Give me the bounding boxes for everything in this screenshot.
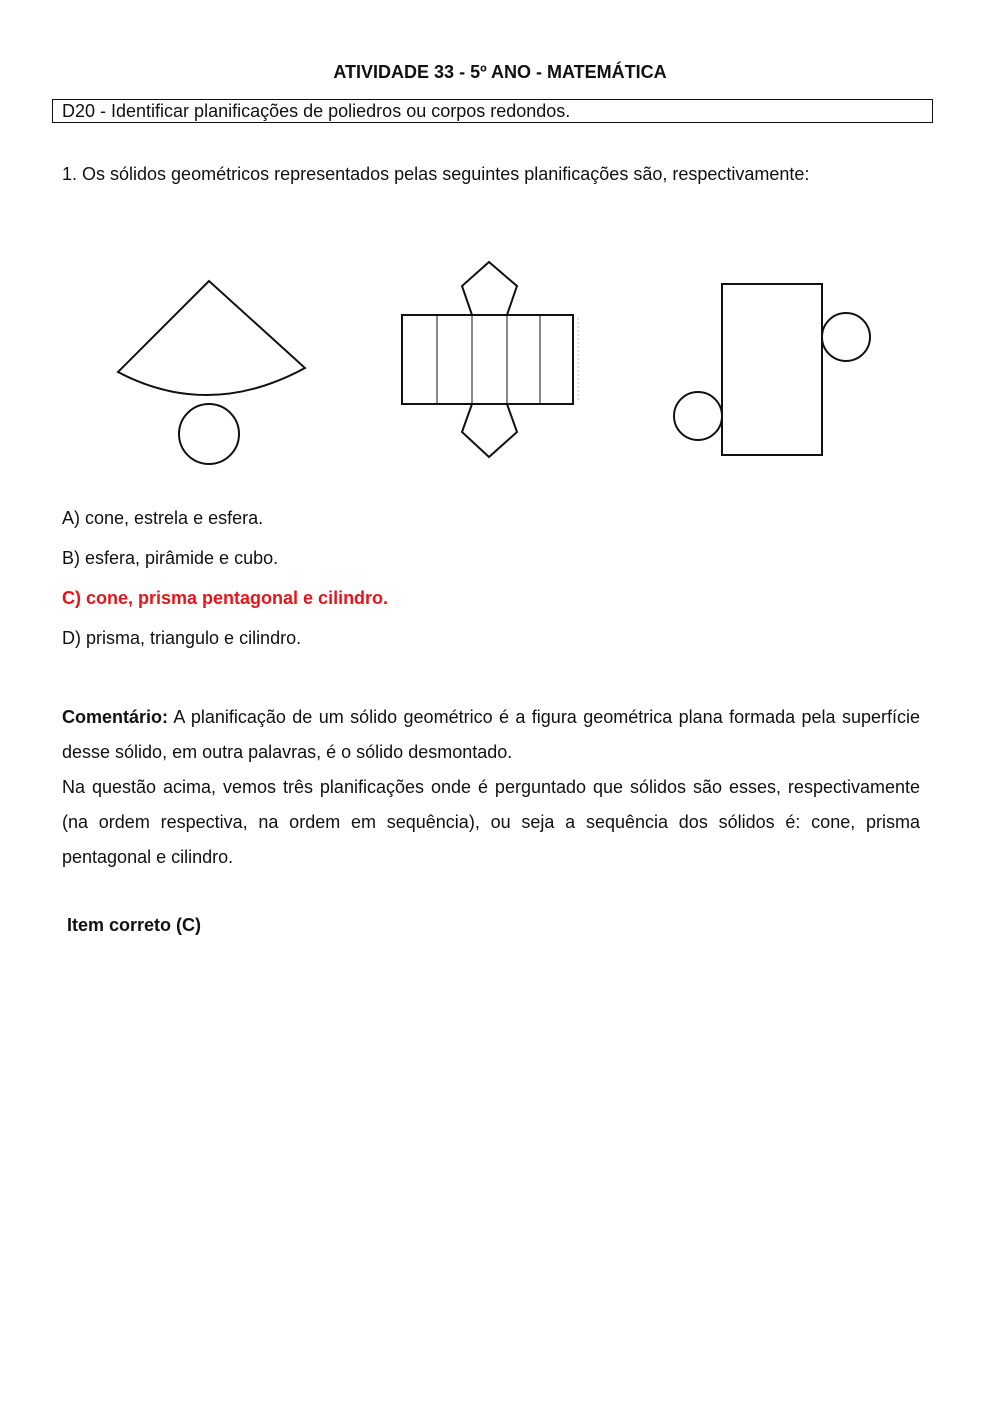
skill-descriptor: D20 - Identificar planificações de poliedros ou corpos redondos. — [52, 99, 933, 123]
comment-section — [62, 700, 920, 875]
comment-paragraph-2: Na questão acima, vemos três planificações onde é perguntado que sólidos são esses, respectivamente (na ordem respectiva, na ordem em sequência), ou seja a sequência dos sólidos é: cone, prisma pentagonal e cilindro. — [62, 777, 920, 867]
prism-lateral-faces — [402, 315, 573, 404]
cylinder-bottom-circle — [674, 392, 722, 440]
comment-paragraph-1 — [62, 700, 920, 770]
prism-bottom-pentagon — [462, 404, 517, 457]
cylinder-top-circle — [822, 313, 870, 361]
option-c-correct: C) cone, prisma pentagonal e cilindro. — [62, 588, 389, 608]
comment-label: Comentário: — [62, 707, 169, 727]
option-d: D) prisma, triangulo e cilindro. — [62, 628, 302, 648]
cone-base-circle — [179, 404, 239, 464]
page-title: ATIVIDADE 33 - 5º ANO - MATEMÁTICA — [333, 62, 667, 82]
cylinder-lateral-rect — [722, 284, 822, 455]
correct-answer: Item correto (C) — [67, 915, 202, 935]
cone-sector-shape — [118, 281, 305, 395]
comment-text-1: A planificação de um sólido geométrico é a figura geométrica plana formada pela superfície desse sólido, em outra palavras, é o sólido desmontado. — [62, 707, 920, 762]
option-b: B) esfera, pirâmide e cubo. — [62, 548, 279, 568]
prism-top-pentagon — [462, 262, 517, 315]
option-a: A) cone, estrela e esfera. — [62, 508, 264, 528]
pentagonal-prism-net-figure — [402, 262, 578, 457]
question-text: 1. Os sólidos geométricos representados pelas seguintes planificações são, respectivamente: — [62, 164, 810, 184]
cylinder-net-figure — [674, 284, 870, 455]
cone-net-figure — [118, 281, 305, 464]
